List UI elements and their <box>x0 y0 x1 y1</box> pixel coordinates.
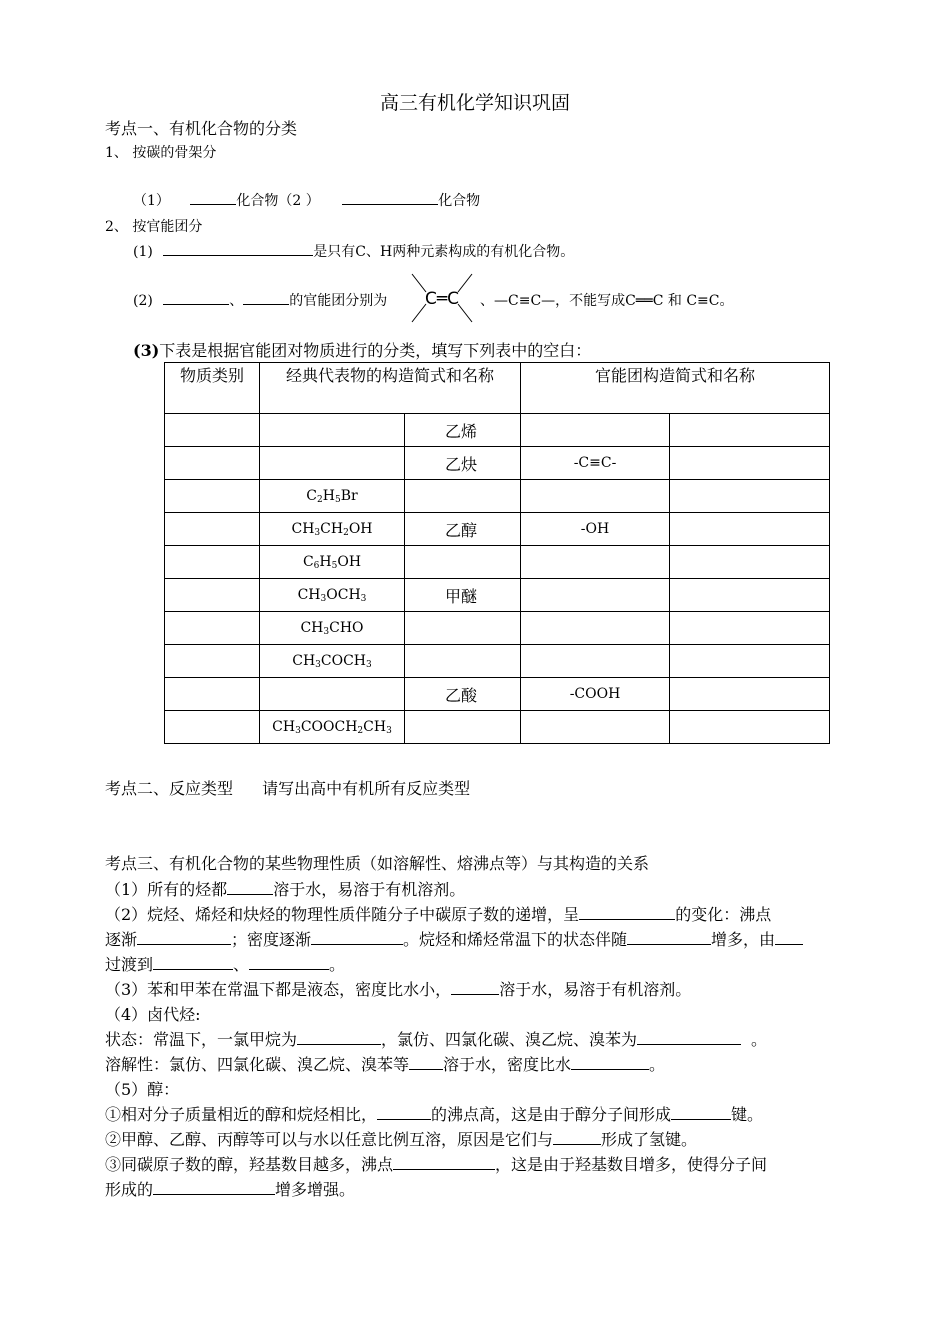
header-representative: 经典代表物的构造简式和名称 <box>260 363 521 414</box>
blank-p51a[interactable] <box>377 1105 431 1120</box>
cell-category[interactable] <box>165 513 260 546</box>
cell-formula[interactable] <box>260 678 405 711</box>
table-row <box>165 480 830 513</box>
blank-p4s2[interactable] <box>637 1030 741 1045</box>
cell-group: -OH <box>521 513 670 546</box>
cell-group-name[interactable] <box>670 480 830 513</box>
p4-heading: （4）卤代烃: <box>105 1005 201 1024</box>
p4s-text-b: ，氯仿、四氯化碳、溴乙烷、溴苯为 <box>381 1030 638 1049</box>
p53-text-b: ，这是由于羟基数目增多，使得分子间 <box>495 1155 768 1174</box>
p5-heading: （5）醇： <box>105 1080 180 1099</box>
section3-heading: 考点三、有机化合物的某些物理性质（如溶解性、熔沸点等）与其构造的关系 <box>105 854 650 873</box>
q2-text: 的官能团分别为 <box>289 293 388 309</box>
blank-p3[interactable] <box>451 980 499 995</box>
cell-group-name[interactable] <box>670 513 830 546</box>
p52-text-b: 形成了氢键。 <box>601 1130 698 1149</box>
blank-q2a[interactable] <box>163 290 229 305</box>
cell-group-name[interactable] <box>670 447 830 480</box>
q1-line <box>133 241 574 261</box>
blank-p2f[interactable] <box>153 955 233 970</box>
cell-name: 乙酸 <box>405 678 521 711</box>
p4-solubility-line <box>105 1052 665 1075</box>
blank-p53a[interactable] <box>393 1155 495 1170</box>
cell-formula: $C_2H_5Br$ <box>260 480 405 513</box>
p4d-text-c: 。 <box>649 1055 666 1074</box>
p2-text-e: 。烷烃和烯烃常温下的状态伴随 <box>403 930 628 949</box>
p51-text-c: 键。 <box>731 1105 764 1124</box>
blank-p2b[interactable] <box>137 930 231 945</box>
q2-num: (2) <box>133 293 153 309</box>
q3-text: 下表是根据官能团对物质进行的分类，填写下列表中的空白： <box>159 341 592 360</box>
cell-category[interactable] <box>165 678 260 711</box>
q3-line <box>133 338 591 361</box>
p4s-text-c: 。 <box>751 1030 768 1049</box>
cell-category[interactable] <box>165 612 260 645</box>
item1-label-3: 化合物 <box>438 193 481 209</box>
cell-name: 乙醇 <box>405 513 521 546</box>
blank-p2a[interactable] <box>579 905 675 920</box>
p2-text-d: ；密度逐渐 <box>231 930 312 949</box>
cell-category[interactable] <box>165 579 260 612</box>
p1-line <box>105 877 465 900</box>
cell-formula: $CH_3CH_2OH$ <box>260 513 405 546</box>
p2-text-h: 、 <box>233 955 250 974</box>
q2-tail: 、—C≡C—，不能写成C══C 和 C≡C。 <box>480 293 734 309</box>
cell-formula: $C_6H_5OH$ <box>260 546 405 579</box>
blank-q2b[interactable] <box>243 290 289 305</box>
cell-name[interactable] <box>405 480 521 513</box>
blank-p4d1[interactable] <box>409 1055 443 1070</box>
p2-line-2 <box>105 927 803 950</box>
cell-group[interactable] <box>521 480 670 513</box>
cell-name[interactable] <box>405 645 521 678</box>
blank-p2e[interactable] <box>775 930 803 945</box>
cell-formula[interactable] <box>260 447 405 480</box>
cell-category[interactable] <box>165 711 260 744</box>
p3-text-b: 溶于水，易溶于有机溶剂。 <box>499 980 692 999</box>
table-row <box>165 711 830 744</box>
cell-category[interactable] <box>165 546 260 579</box>
cell-group[interactable] <box>521 612 670 645</box>
p4-state-line <box>105 1027 767 1050</box>
cell-group[interactable] <box>521 579 670 612</box>
blank-p4s1[interactable] <box>297 1030 381 1045</box>
section1-item2: 2、 按官能团分 <box>105 219 203 235</box>
cell-group: -C≡C- <box>521 447 670 480</box>
p5-line-1 <box>105 1102 763 1125</box>
cell-group[interactable] <box>521 711 670 744</box>
p5-line-2 <box>105 1127 697 1150</box>
blank-p53b[interactable] <box>153 1180 275 1195</box>
p53-text-d: 增多增强。 <box>275 1180 356 1199</box>
p1-text-b: 溶于水，易溶于有机溶剂。 <box>273 880 466 899</box>
cell-name[interactable] <box>405 711 521 744</box>
blank-p4d2[interactable] <box>571 1055 649 1070</box>
p5-line-3 <box>105 1152 767 1175</box>
p4s-text-a: 状态：常温下，一氯甲烷为 <box>105 1030 298 1049</box>
section1-heading: 考点一、有机化合物的分类 <box>105 119 298 138</box>
table-row <box>165 678 830 711</box>
cell-group[interactable] <box>521 546 670 579</box>
header-functional-group: 官能团构造简式和名称 <box>521 363 830 414</box>
cell-group-name[interactable] <box>670 678 830 711</box>
p52-text-a: ②甲醇、乙醇、丙醇等可以与水以任意比例互溶，原因是它们与 <box>105 1130 554 1149</box>
q2-line <box>133 290 387 310</box>
p2-line-1 <box>105 902 771 925</box>
table-row <box>165 612 830 645</box>
cell-group-name[interactable] <box>670 546 830 579</box>
p3-line <box>105 977 691 1000</box>
cell-formula[interactable] <box>260 414 405 447</box>
blank-p52[interactable] <box>553 1130 601 1145</box>
cell-group: -COOH <box>521 678 670 711</box>
blank-2[interactable] <box>342 190 438 205</box>
section2-heading: 考点二、反应类型 <box>105 779 234 798</box>
p2-text-g: 过渡到 <box>105 955 154 974</box>
p51-text-b: 的沸点高，这是由于醇分子间形成 <box>431 1105 672 1124</box>
p2-text-f: 增多，由 <box>711 930 776 949</box>
section1-item1: 1、 按碳的骨架分 <box>105 145 217 161</box>
cell-formula: $CH_3OCH_3$ <box>260 579 405 612</box>
cell-group-name[interactable] <box>670 711 830 744</box>
p53-text-a: ③同碳原子数的醇，羟基数目越多，沸点 <box>105 1155 394 1174</box>
blank-p1[interactable] <box>227 880 273 895</box>
q1-text: 是只有C、H两种元素构成的有机化合物。 <box>313 244 575 260</box>
blank-p2g[interactable] <box>249 955 329 970</box>
table-row <box>165 447 830 480</box>
item1-label-2: 化合物（2 ） <box>236 193 320 209</box>
table-row <box>165 645 830 678</box>
blank-p51b[interactable] <box>671 1105 731 1120</box>
table-header-row <box>165 363 830 414</box>
cell-formula: $CH_3COCH_3$ <box>260 645 405 678</box>
item1-line <box>133 190 480 210</box>
table-row <box>165 546 830 579</box>
p4d-text-a: 溶解性：氯仿、四氯化碳、溴乙烷、溴苯等 <box>105 1055 410 1074</box>
p1-text-a: （1）所有的烃都 <box>105 880 228 899</box>
cell-category[interactable] <box>165 480 260 513</box>
page-title: 高三有机化学知识巩固 <box>379 92 570 114</box>
table-row <box>165 579 830 612</box>
cell-group[interactable] <box>521 414 670 447</box>
cell-group-name[interactable] <box>670 645 830 678</box>
blank-p2c[interactable] <box>311 930 403 945</box>
section2-prompt: 请写出高中有机所有反应类型 <box>262 779 471 798</box>
classification-table <box>164 362 830 744</box>
header-category: 物质类别 <box>165 363 260 414</box>
cell-name[interactable] <box>405 546 521 579</box>
cell-name[interactable] <box>405 612 521 645</box>
q1-num: (1) <box>133 244 153 260</box>
cell-group-name[interactable] <box>670 414 830 447</box>
p3-text-a: （3）苯和甲苯在常温下都是液态，密度比水小， <box>105 980 452 999</box>
blank-q1[interactable] <box>163 241 313 256</box>
item1-label-1: （1） <box>133 193 170 209</box>
cell-name: 甲醚 <box>405 579 521 612</box>
table-row <box>165 513 830 546</box>
cc-label: C═C <box>425 289 459 309</box>
blank-1[interactable] <box>190 190 236 205</box>
cell-group-name[interactable] <box>670 579 830 612</box>
table-row <box>165 414 830 447</box>
p2-text-b: 的变化：沸点 <box>675 905 772 924</box>
cell-formula: $CH_3COOCH_2CH_3$ <box>260 711 405 744</box>
q2-sep: 、 <box>229 293 244 309</box>
cell-category[interactable] <box>165 447 260 480</box>
p5-line-4 <box>105 1177 355 1200</box>
cell-name: 乙烯 <box>405 414 521 447</box>
p53-text-c: 形成的 <box>105 1180 154 1199</box>
p2-text-a: （2）烷烃、烯烃和炔烃的物理性质伴随分子中碳原子数的递增，呈 <box>105 905 580 924</box>
cell-name: 乙炔 <box>405 447 521 480</box>
blank-p2d[interactable] <box>627 930 711 945</box>
p4d-text-b: 溶于水，密度比水 <box>443 1055 572 1074</box>
p2-line-3 <box>105 952 345 975</box>
p2-text-i: 。 <box>329 955 346 974</box>
cell-category[interactable] <box>165 645 260 678</box>
cell-group[interactable] <box>521 645 670 678</box>
cell-group-name[interactable] <box>670 612 830 645</box>
q3-num: (3) <box>133 341 160 360</box>
cc-double-bond-diagram <box>406 272 478 324</box>
p2-text-c: 逐渐 <box>105 930 138 949</box>
cell-category[interactable] <box>165 414 260 447</box>
section2-line <box>105 776 470 799</box>
p51-text-a: ①相对分子质量相近的醇和烷烃相比， <box>105 1105 378 1124</box>
cell-formula: $CH_3CHO$ <box>260 612 405 645</box>
